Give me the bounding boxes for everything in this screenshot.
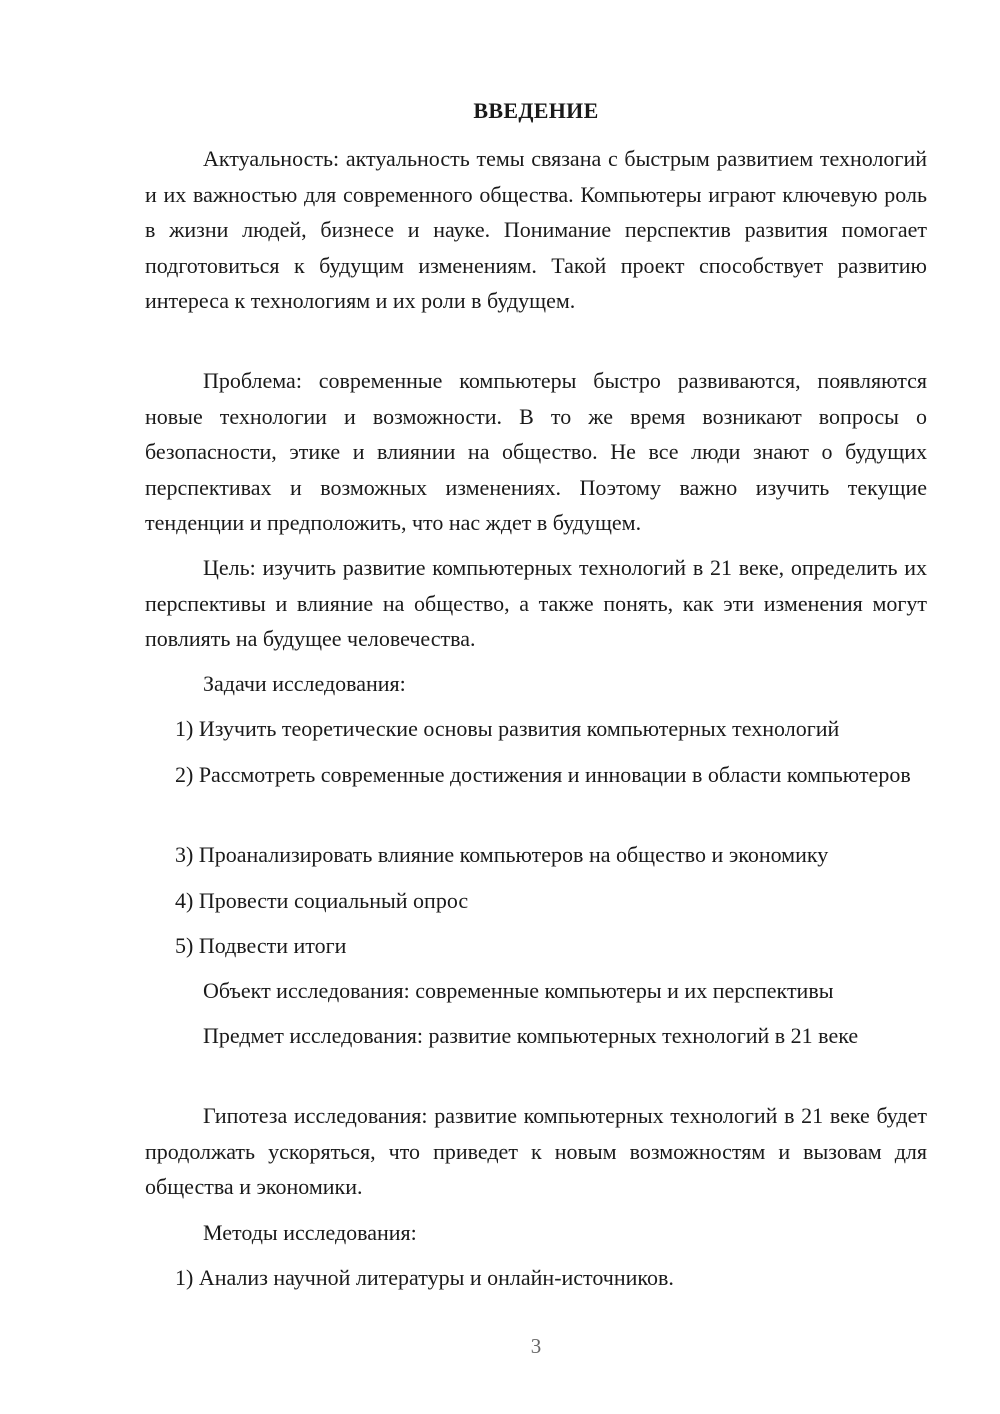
paragraph-subject: Предмет исследования: развитие компьютерных технологий в 21 веке bbox=[203, 1023, 859, 1048]
list-item-task-4: 4) Провести социальный опрос bbox=[175, 888, 469, 913]
list-item-method-1: 1) Анализ научной литературы и онлайн-источников. bbox=[175, 1265, 674, 1290]
list-item-task-1: 1) Изучить теоретические основы развития компьютерных технологий bbox=[175, 716, 840, 741]
page-title: ВВЕДЕНИЕ bbox=[473, 98, 599, 123]
paragraph-methods-title: Методы исследования: bbox=[203, 1220, 417, 1245]
paragraph-hypothesis: Гипотеза исследования: развитие компьютерных технологий в 21 веке будет продолжать ускоряться, что приведет к новым возможностям и вызовам для общества и экономики. bbox=[145, 1103, 927, 1199]
list-item-task-5: 5) Подвести итоги bbox=[175, 933, 347, 958]
page-number: 3 bbox=[530, 1334, 542, 1358]
paragraph-object: Объект исследования: современные компьютеры и их перспективы bbox=[203, 978, 834, 1003]
list-item-task-2: 2) Рассмотреть современные достижения и инновации в области компьютеров bbox=[175, 762, 911, 787]
paragraph-problem: Проблема: современные компьютеры быстро развиваются, появляются новые технологии и возможности. В то же время возникают вопросы о безопасности, этике и влиянии на общество. Не все люди знают о будущих перспективах и возможных изменениях. Поэтому важно изучить текущие тенденции и предположить, что нас ждет в будущем. bbox=[145, 368, 927, 535]
list-item-task-3: 3) Проанализировать влияние компьютеров на общество и экономику bbox=[175, 842, 829, 867]
paragraph-tasks-title: Задачи исследования: bbox=[203, 671, 406, 696]
paragraph-goal: Цель: изучить развитие компьютерных технологий в 21 веке, определить их перспективы и влияние на общество, а также понять, как эти изменения могут повлиять на будущее человечества. bbox=[145, 555, 927, 651]
paragraph-relevance: Актуальность: актуальность темы связана с быстрым развитием технологий и их важностью для современного общества. Компьютеры играют ключевую роль в жизни людей, бизнесе и науке. Понимание перспектив развития помогает подготовиться к будущим изменениям. Такой проект способствует развитию интереса к технологиям и их роли в будущем. bbox=[145, 146, 927, 313]
